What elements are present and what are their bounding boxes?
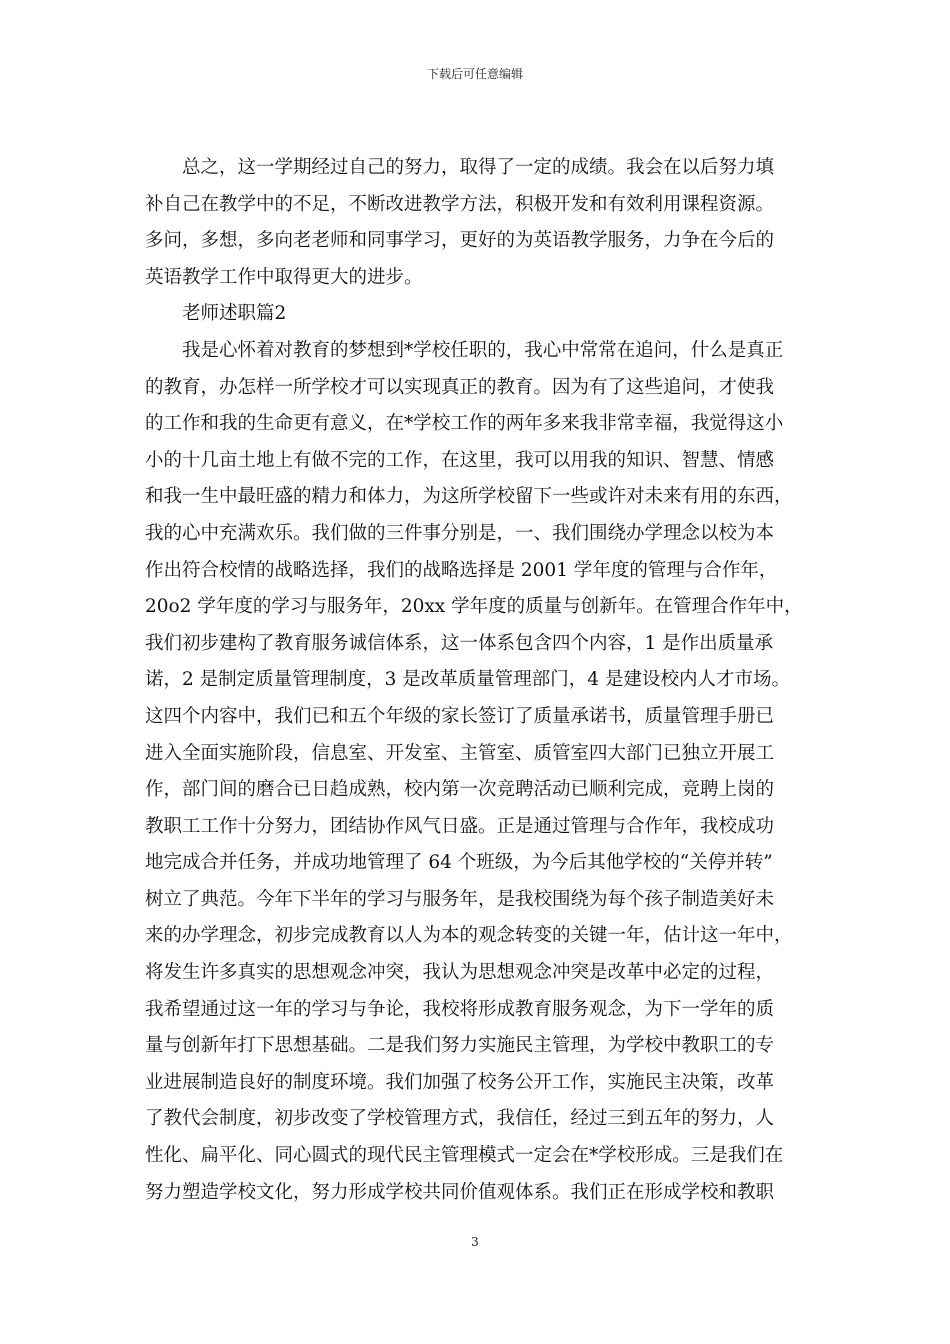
text-line: 进入全面实施阶段，信息室、开发室、主管室、质管室四大部门已独立开展工 — [145, 742, 775, 764]
text-line: 20o2 学年度的学习与服务年，20xx 学年度的质量与创新年。在管理合作年中， — [145, 596, 803, 618]
text-line: 将发生许多真实的思想观念冲突，我认为思想观念冲突是改革中必定的过程， — [145, 962, 775, 984]
text-line: 总之，这一学期经过自己的努力，取得了一定的成绩。我会在以后努力填 — [182, 157, 775, 178]
text-line: 我希望通过这一年的学习与争论，我校将形成教育服务观念，为下一学年的质 — [145, 998, 775, 1020]
text-line: 我是心怀着对教育的梦想到*学校任职的，我心中常常在追问，什么是真正 — [182, 339, 784, 361]
text-line: 作出符合校情的战略选择，我们的战略选择是 2001 学年度的管理与合作年， — [145, 559, 778, 581]
text-line: 多问，多想，多向老老师和同事学习，更好的为英语教学服务，力争在今后的 — [145, 230, 775, 252]
text-line: 了教代会制度，初步改变了学校管理方式，我信任，经过三到五年的努力，人 — [145, 1108, 775, 1130]
text-line: 性化、扁平化、同心圆式的现代民主管理模式一定会在*学校形成。三是我们在 — [145, 1145, 784, 1167]
page-number: 3 — [471, 1235, 479, 1249]
text-line: 来的办学理念，初步完成教育以人为本的观念转变的关键一年，估计这一年中， — [145, 925, 793, 947]
text-line: 教职工工作十分努力，团结协作风气日盛。正是通过管理与合作年，我校成功 — [145, 815, 775, 837]
text-line: 的工作和我的生命更有意义，在*学校工作的两年多来我非常幸福，我觉得这小 — [145, 413, 784, 435]
page-header: 下载后可任意编辑 — [426, 67, 523, 81]
text-line: 量与创新年打下思想基础。二是我们努力实施民主管理，为学校中教职工的专 — [145, 1035, 775, 1057]
text-line: 小的十几亩土地上有做不完的工作，在这里，我可以用我的知识、智慧、情感 — [145, 449, 775, 471]
text-line: 地完成合并任务，并成功地管理了 64 个班级，为今后其他学校的“关停并转” — [145, 852, 773, 874]
text-line: 树立了典范。今年下半年的学习与服务年，是我校围绕为每个孩子制造美好未 — [145, 888, 775, 910]
text-line: 和我一生中最旺盛的精力和体力，为这所学校留下一些或许对未来有用的东西， — [145, 486, 793, 508]
document-body — [145, 150, 810, 1211]
paragraph-report — [145, 333, 810, 1211]
text-line: 我的心中充满欢乐。我们做的三件事分别是，一、我们围绕办学理念以校为本 — [145, 522, 775, 544]
text-line: 业进展制造良好的制度环境。我们加强了校务公开工作，实施民主决策，改革 — [145, 1071, 775, 1093]
text-line: 作，部门间的磨合已日趋成熟，校内第一次竞聘活动已顺利完成，竞聘上岗的 — [145, 779, 775, 801]
text-line: 的教育，办怎样一所学校才可以实现真正的教育。因为有了这些追问，才使我 — [145, 376, 775, 398]
text-line: 英语教学工作中取得更大的进步。 — [145, 266, 423, 288]
text-line: 补自己在教学中的不足，不断改进教学方法，积极开发和有效利用课程资源。 — [145, 193, 775, 215]
text-line: 诺，2 是制定质量管理制度，3 是改革质量管理部门，4 是建设校内人才市场。 — [145, 669, 790, 691]
section-heading: 老师述职篇2 — [182, 303, 287, 325]
text-line: 这四个内容中，我们已和五个年级的家长签订了质量承诺书，质量管理手册已 — [145, 705, 775, 727]
text-line: 我们初步建构了教育服务诚信体系，这一体系包含四个内容，1 是作出质量承 — [145, 632, 774, 654]
text-line: 努力塑造学校文化，努力形成学校共同价值观体系。我们正在形成学校和教职 — [145, 1181, 775, 1203]
paragraph-summary — [145, 150, 810, 296]
